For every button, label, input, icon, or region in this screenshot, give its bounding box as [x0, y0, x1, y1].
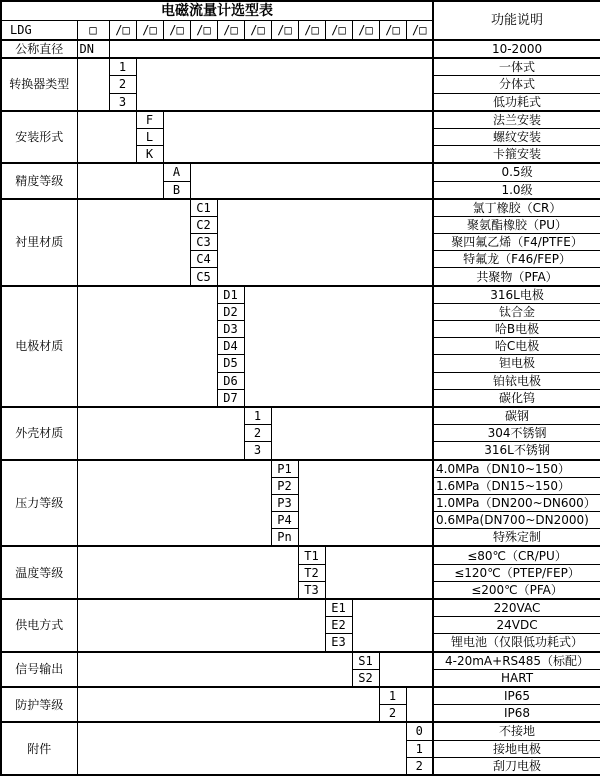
- empty-cell: [352, 599, 433, 652]
- group-label: 公称直径: [1, 40, 77, 58]
- code-cell: E2: [325, 617, 352, 634]
- function-cell: 220VAC: [433, 599, 600, 617]
- group-label: 信号输出: [1, 652, 77, 687]
- function-cell: ≤200℃（PFA）: [433, 581, 600, 599]
- code-cell: A: [163, 163, 190, 181]
- code-cell: D2: [217, 303, 244, 320]
- code-cell: T1: [298, 546, 325, 564]
- empty-cell: [77, 599, 325, 652]
- function-cell: 316L不锈钢: [433, 442, 600, 460]
- code-cell: D3: [217, 321, 244, 338]
- model-slot-box: /□: [325, 21, 352, 41]
- code-cell: D7: [217, 389, 244, 407]
- function-cell: HART: [433, 669, 600, 687]
- table-row: [1, 407, 600, 425]
- code-cell: T3: [298, 581, 325, 599]
- code-cell: D1: [217, 286, 244, 304]
- code-cell: D5: [217, 355, 244, 372]
- empty-cell: [77, 58, 109, 111]
- code-cell: P2: [271, 477, 298, 494]
- group-label: 安装形式: [1, 111, 77, 164]
- model-slot-box: /□: [136, 21, 163, 41]
- function-cell: 0.6MPa(DN700~DN2000): [433, 512, 600, 529]
- table-row: [1, 687, 600, 705]
- empty-cell: [244, 286, 433, 407]
- code-cell: T2: [298, 564, 325, 581]
- code-cell: S1: [352, 652, 379, 670]
- empty-cell: [77, 722, 406, 775]
- function-cell: 碳化钨: [433, 389, 600, 407]
- table-row: [1, 58, 600, 76]
- code-cell: 3: [109, 93, 136, 111]
- table-row: [1, 40, 600, 58]
- code-cell: 1: [379, 687, 406, 705]
- function-cell: 特氟龙（F46/FEP）: [433, 251, 600, 268]
- code-cell: P4: [271, 512, 298, 529]
- function-cell: 4.0MPa（DN10~150）: [433, 460, 600, 478]
- function-cell: 氯丁橡胶（CR）: [433, 199, 600, 217]
- group-label: 衬里材质: [1, 199, 77, 286]
- function-cell: 304不锈钢: [433, 425, 600, 442]
- function-cell: 特殊定制: [433, 529, 600, 547]
- function-cell: 共聚物（PFA）: [433, 268, 600, 286]
- table-row: [1, 460, 600, 478]
- group-label: 转换器类型: [1, 58, 77, 111]
- function-cell: IP65: [433, 687, 600, 705]
- code-cell: 1: [406, 740, 433, 757]
- group-label: 电极材质: [1, 286, 77, 407]
- table-row: [1, 546, 600, 564]
- function-cell: 低功耗式: [433, 93, 600, 111]
- code-cell: S2: [352, 669, 379, 687]
- model-first-box: □: [77, 21, 109, 41]
- function-cell: 哈B电极: [433, 321, 600, 338]
- group-label: 外壳材质: [1, 407, 77, 460]
- empty-cell: [77, 687, 379, 722]
- function-cell: 聚四氟乙烯（F4/PTFE）: [433, 234, 600, 251]
- code-cell: C3: [190, 234, 217, 251]
- code-cell: 2: [109, 76, 136, 93]
- model-slot-box: /□: [379, 21, 406, 41]
- model-slot-box: /□: [217, 21, 244, 41]
- code-cell: DN: [77, 40, 109, 58]
- function-cell: 卡箍安装: [433, 146, 600, 164]
- function-cell: 1.0级: [433, 181, 600, 199]
- code-cell: C1: [190, 199, 217, 217]
- function-cell: 哈C电极: [433, 338, 600, 355]
- model-prefix: LDG: [1, 21, 77, 41]
- function-cell: 钽电极: [433, 355, 600, 372]
- empty-cell: [109, 40, 433, 58]
- function-cell: ≤80℃（CR/PU）: [433, 546, 600, 564]
- empty-cell: [77, 546, 298, 599]
- empty-cell: [77, 111, 136, 164]
- function-cell: IP68: [433, 705, 600, 723]
- code-cell: C4: [190, 251, 217, 268]
- code-cell: P3: [271, 494, 298, 511]
- empty-cell: [163, 111, 433, 164]
- empty-cell: [406, 687, 433, 722]
- model-slot-box: /□: [352, 21, 379, 41]
- table-row: [1, 722, 600, 740]
- code-cell: L: [136, 128, 163, 145]
- function-cell: 铂铱电极: [433, 372, 600, 389]
- code-cell: 3: [244, 442, 271, 460]
- function-cell: 钛合金: [433, 303, 600, 320]
- function-cell: 1.0MPa（DN200~DN600）: [433, 494, 600, 511]
- empty-cell: [77, 286, 217, 407]
- group-label: 附件: [1, 722, 77, 775]
- table-row: [1, 652, 600, 670]
- model-slot-box: /□: [190, 21, 217, 41]
- code-cell: D6: [217, 372, 244, 389]
- code-cell: 0: [406, 722, 433, 740]
- code-cell: 2: [244, 425, 271, 442]
- empty-cell: [325, 546, 433, 599]
- empty-cell: [298, 460, 433, 547]
- code-cell: C5: [190, 268, 217, 286]
- function-cell: 碳钢: [433, 407, 600, 425]
- model-slot-box: /□: [244, 21, 271, 41]
- empty-cell: [77, 652, 352, 687]
- group-label: 供电方式: [1, 599, 77, 652]
- function-cell: 一体式: [433, 58, 600, 76]
- group-label: 温度等级: [1, 546, 77, 599]
- empty-cell: [379, 652, 433, 687]
- function-column-header: 功能说明: [433, 1, 600, 40]
- table-row: [1, 199, 600, 217]
- table-row: [1, 286, 600, 304]
- group-label: 防护等级: [1, 687, 77, 722]
- function-cell: 10-2000: [433, 40, 600, 58]
- title-row: [1, 1, 600, 21]
- code-cell: 1: [244, 407, 271, 425]
- function-cell: 1.6MPa（DN15~150）: [433, 477, 600, 494]
- code-cell: D4: [217, 338, 244, 355]
- function-cell: 法兰安装: [433, 111, 600, 129]
- code-cell: E1: [325, 599, 352, 617]
- function-cell: 不接地: [433, 722, 600, 740]
- code-cell: 2: [379, 705, 406, 723]
- function-cell: 24VDC: [433, 617, 600, 634]
- empty-cell: [77, 199, 190, 286]
- model-slot-box: /□: [109, 21, 136, 41]
- model-slot-box: /□: [298, 21, 325, 41]
- table-row: [1, 163, 600, 181]
- code-cell: C2: [190, 216, 217, 233]
- function-cell: 4-20mA+RS485（标配）: [433, 652, 600, 670]
- empty-cell: [77, 163, 163, 198]
- function-cell: 接地电极: [433, 740, 600, 757]
- code-cell: 1: [109, 58, 136, 76]
- function-cell: 锂电池（仅限低功耗式）: [433, 634, 600, 652]
- group-label: 精度等级: [1, 163, 77, 198]
- function-cell: 分体式: [433, 76, 600, 93]
- function-cell: 聚氨酯橡胶（PU）: [433, 216, 600, 233]
- code-cell: K: [136, 146, 163, 164]
- empty-cell: [136, 58, 433, 111]
- model-slot-box: /□: [163, 21, 190, 41]
- empty-cell: [190, 163, 433, 198]
- table-row: [1, 599, 600, 617]
- table-row: [1, 111, 600, 129]
- code-cell: F: [136, 111, 163, 129]
- code-cell: Pn: [271, 529, 298, 547]
- function-cell: 刮刀电极: [433, 757, 600, 775]
- empty-cell: [77, 460, 271, 547]
- function-cell: 螺纹安装: [433, 128, 600, 145]
- function-cell: 0.5级: [433, 163, 600, 181]
- empty-cell: [271, 407, 433, 460]
- code-cell: 2: [406, 757, 433, 775]
- function-cell: ≤120℃（PTEP/FEP）: [433, 564, 600, 581]
- group-label: 压力等级: [1, 460, 77, 547]
- empty-cell: [217, 199, 433, 286]
- code-cell: P1: [271, 460, 298, 478]
- model-slot-box: /□: [406, 21, 433, 41]
- model-slot-box: /□: [271, 21, 298, 41]
- table-title: 电磁流量计选型表: [1, 1, 433, 21]
- code-cell: B: [163, 181, 190, 199]
- function-cell: 316L电极: [433, 286, 600, 304]
- empty-cell: [77, 407, 244, 460]
- code-cell: E3: [325, 634, 352, 652]
